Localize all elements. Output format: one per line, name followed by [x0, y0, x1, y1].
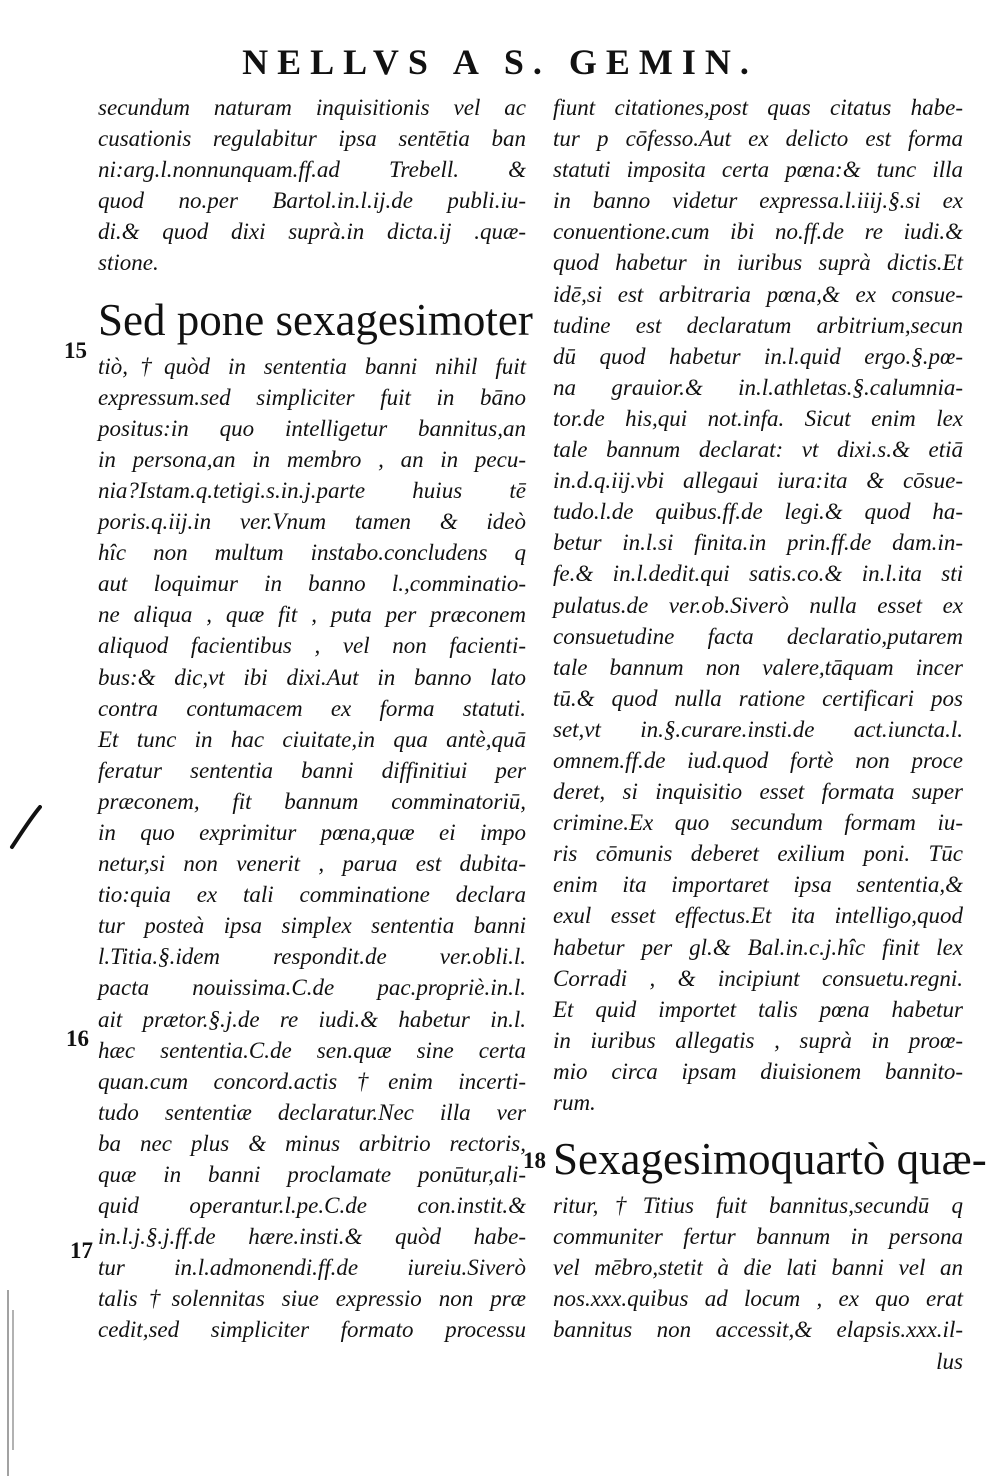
- section-heading-64: Sexagesimoquartò quæ-: [553, 1134, 987, 1185]
- text-line: omnem.ff.de iud.quod fortè non proce: [553, 747, 963, 773]
- text-line: statuti imposita certa pœna:& tunc illa: [553, 157, 963, 183]
- text-line: tudine est declaratum arbitrium,secun: [553, 312, 963, 338]
- text-line: quan.cum concord.actis†enim incerti-: [98, 1068, 526, 1094]
- right-paragraph-a: [553, 92, 963, 1118]
- text-line: ba nec plus & minus arbitrio rectoris,: [98, 1130, 526, 1156]
- text-line: stione.: [98, 250, 159, 276]
- text-line: positus:in quo intelligetur bannitus,an: [98, 415, 526, 441]
- text-line: hîc non multum instabo.concludens q: [98, 540, 526, 566]
- text-line: na grauior.& in.l.athletas.§.calumnia-: [553, 374, 963, 400]
- text-line: in iuribus allegatis , suprà in proœ-: [553, 1027, 963, 1053]
- page-edge-lines: [0, 1290, 20, 1476]
- text-line: fiunt citationes,post quas citatus habe-: [553, 95, 963, 120]
- text-line: ait prætor.§.j.de re iudi.& habetur in.l.: [98, 1006, 526, 1032]
- text-line: idē,si est arbitraria pœna,& ex consue-: [553, 281, 963, 307]
- text-line: tur p cōfesso.Aut ex delicto est forma: [553, 126, 963, 152]
- text-line: ritur,†Titius fuit bannitus,secundū q: [553, 1193, 963, 1219]
- text-line: di.& quod dixi suprà.in dicta.ij .quæ-: [98, 219, 526, 245]
- ink-stroke-mark: [8, 805, 42, 851]
- text-line: Et tunc in hac ciuitate,in qua antè,quā: [98, 726, 526, 752]
- text-line: deret, si inquisitio esset formata super: [553, 779, 963, 805]
- text-line: Et quid importet talis pœna habetur: [553, 996, 963, 1022]
- text-line: conuentione.cum ibi no.ff.de re iudi.&: [553, 219, 963, 245]
- text-line: bannitus non accessit,& elapsis.xxx.il-: [553, 1317, 963, 1343]
- text-line: netur,si non venerit , parua est dubita-: [98, 851, 526, 877]
- text-line: secundum naturam inquisitionis vel ac: [98, 95, 526, 120]
- text-line: habetur per gl.& Bal.in.c.j.hîc finit lex: [553, 934, 963, 960]
- text-line: tudo.l.de quibus.ff.de legi.& quod ha-: [553, 499, 963, 525]
- text-line: quid operantur.l.pe.C.de con.instit.&: [98, 1193, 526, 1219]
- text-line: tio:quia ex tali comminatione declara: [98, 882, 526, 908]
- text-line: communiter fertur bannum in persona: [553, 1224, 963, 1250]
- text-line: ne aliqua , quæ fit , puta per præconem: [98, 602, 526, 628]
- text-line: tur posteà ipsa simplex sententia banni: [98, 913, 526, 939]
- text-line: expressum.sed simpliciter fuit in bāno: [98, 384, 526, 410]
- text-line: quod no.per Bartol.in.l.ij.de publi.iu-: [98, 188, 526, 214]
- text-line: ris cōmunis deberet exilium poni. Tūc: [553, 841, 963, 867]
- text-line: in.l.j.§.j.ff.de hære.insti.& quòd habe-: [98, 1224, 526, 1250]
- text-line: pacta nouissima.C.de pac.propriè.in.l.: [98, 975, 526, 1001]
- text-line: aliquod facientibus , vel non facienti-: [98, 633, 526, 659]
- text-line: enim ita importaret ipsa sententia,&: [553, 872, 963, 898]
- text-line: rum.: [553, 1090, 596, 1115]
- text-line: tudo sententiæ declaratur.Nec illa ver: [98, 1099, 526, 1125]
- running-head: NELLVS A S. GEMIN.: [242, 42, 758, 82]
- text-line: quod habetur in iuribus suprà dictis.Et: [553, 250, 963, 276]
- text-line: vel mēbro,stetit à die lati banni vel an: [553, 1255, 963, 1281]
- catchword: lus: [936, 1348, 963, 1374]
- margin-number-17: 17: [70, 1238, 93, 1263]
- text-line: tiò,†quòd in sententia banni nihil fuit: [98, 353, 526, 379]
- text-line: tor.de his,qui not.infa. Sicut enim lex: [553, 405, 963, 431]
- text-line: talis†solennitas siue expressio non præ: [98, 1286, 526, 1312]
- margin-number-18: 18: [523, 1148, 546, 1173]
- text-line: tū.& quod nulla ratione certificari pos: [553, 685, 963, 711]
- text-line: nos.xxx.quibus ad locum , ex quo erat: [553, 1286, 963, 1312]
- text-line: in persona,an in membro , an in pecu-: [98, 446, 526, 472]
- right-paragraph-b: [553, 1190, 963, 1345]
- text-line: dū quod habetur in.l.quid ergo.§.pœ-: [553, 343, 963, 369]
- text-line: in quo exprimitur pœna,quæ ei impo: [98, 819, 526, 845]
- text-line: contra contumacem ex forma statuti.: [98, 695, 526, 721]
- section-heading-63: Sed pone sexagesimoter: [98, 294, 533, 345]
- text-line: crimine.Ex quo secundum formam iu-: [553, 810, 963, 836]
- text-line: feratur sententia banni diffinitiui per: [98, 757, 526, 783]
- text-line: exul esset effectus.Et ita intelligo,quod: [553, 903, 963, 929]
- text-line: in banno videtur expressa.l.iiij.§.si ex: [553, 188, 963, 214]
- text-line: pulatus.de ver.ob.Siverò nulla esset ex: [553, 592, 963, 618]
- text-line: consuetudine facta declaratio,putarem: [553, 623, 963, 649]
- left-column: [98, 92, 533, 1346]
- text-line: nia?Istam.q.tetigi.s.in.j.parte huius tē: [98, 477, 526, 503]
- text-line: mio circa ipsam diuisionem bannito-: [553, 1058, 963, 1084]
- text-line: Corradi , & incipiunt consuetu.regni.: [553, 965, 963, 991]
- text-line: set,vt in.§.curare.insti.de act.iuncta.l.: [553, 716, 963, 742]
- text-line: tur in.l.admonendi.ff.de iureiu.Siverò: [98, 1255, 526, 1281]
- text-line: fe.& in.l.dedit.qui satis.co.& in.l.ita sti: [553, 561, 963, 587]
- text-line: bus:& dic,vt ibi dixi.Aut in banno lato: [98, 664, 526, 690]
- left-paragraph-b: [98, 351, 526, 1346]
- text-line: hæc sententia.C.de sen.quæ sine certa: [98, 1037, 526, 1063]
- margin-number-15: 15: [64, 338, 87, 363]
- text-line: tale bannum declarat: vt dixi.s.& etiā: [553, 437, 963, 463]
- text-line: tale bannum non valere,tāquam incer: [553, 654, 963, 680]
- text-line: betur in.l.si finita.in prin.ff.de dam.in-: [553, 530, 963, 556]
- right-column: [553, 92, 987, 1377]
- text-line: aut loquimur in banno l.,comminatio-: [98, 571, 526, 597]
- text-line: l.Titia.§.idem respondit.de ver.obli.l.: [98, 944, 526, 970]
- text-line: in.d.q.iij.vbi allegaui iura:ita & cōsue-: [553, 468, 963, 494]
- text-line: cusationis regulabitur ipsa sentētia ban: [98, 126, 526, 152]
- text-line: cedit,sed simpliciter formato processu: [98, 1317, 526, 1343]
- text-line: ni:arg.l.nonnunquam.ff.ad Trebell. &: [98, 157, 526, 183]
- text-line: poris.q.iij.in ver.Vnum tamen & ideò: [98, 509, 526, 535]
- left-paragraph-a: [98, 92, 526, 279]
- margin-number-16: 16: [66, 1026, 89, 1051]
- text-line: præconem, fit bannum comminatoriū,: [98, 788, 526, 814]
- text-line: quæ in banni proclamate ponūtur,ali-: [98, 1162, 526, 1187]
